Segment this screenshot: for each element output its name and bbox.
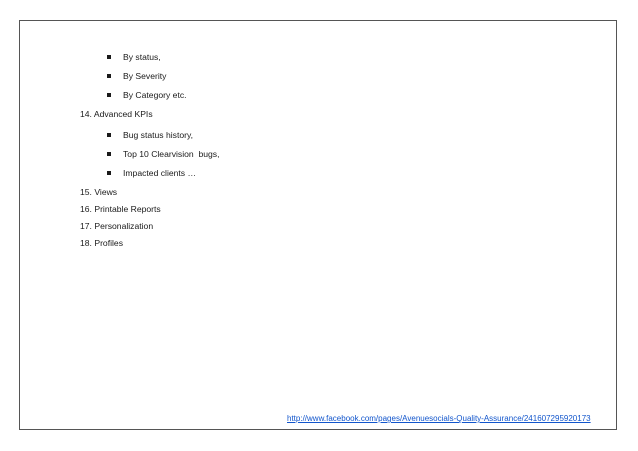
- list-item-text: By Category etc.: [123, 90, 187, 100]
- list-item: [107, 130, 600, 141]
- square-bullet-icon: [107, 133, 111, 137]
- bullet-list-advanced-kpis: [80, 130, 600, 179]
- square-bullet-icon: [107, 152, 111, 156]
- list-item-text: By Severity: [123, 71, 167, 81]
- list-item-text: Top 10 Clearvision bugs,: [123, 149, 220, 159]
- numbered-item-18: 18. Profiles: [80, 238, 123, 248]
- numbered-item-14: 14. Advanced KPIs: [80, 109, 153, 119]
- square-bullet-icon: [107, 93, 111, 97]
- list-item-text: Impacted clients …: [123, 168, 197, 178]
- bullet-list-kpi-breakdown: [80, 52, 600, 101]
- square-bullet-icon: [107, 171, 111, 175]
- numbered-item-17: 17. Personalization: [80, 221, 154, 231]
- square-bullet-icon: [107, 55, 111, 59]
- list-item: [107, 71, 600, 82]
- list-item: [107, 149, 600, 160]
- numbered-item-15: 15. Views: [80, 187, 118, 197]
- list-item-text: Bug status history,: [123, 130, 194, 140]
- list-item: [107, 52, 600, 63]
- list-item-text: By status,: [123, 52, 161, 62]
- document-body: [80, 52, 600, 255]
- list-item: [107, 90, 600, 101]
- numbered-item-16: 16. Printable Reports: [80, 204, 161, 214]
- facebook-page-link[interactable]: http://www.facebook.com/pages/Avenuesocials-Quality-Assurance/241607295920173: [287, 414, 591, 423]
- square-bullet-icon: [107, 74, 111, 78]
- list-item: [107, 168, 600, 179]
